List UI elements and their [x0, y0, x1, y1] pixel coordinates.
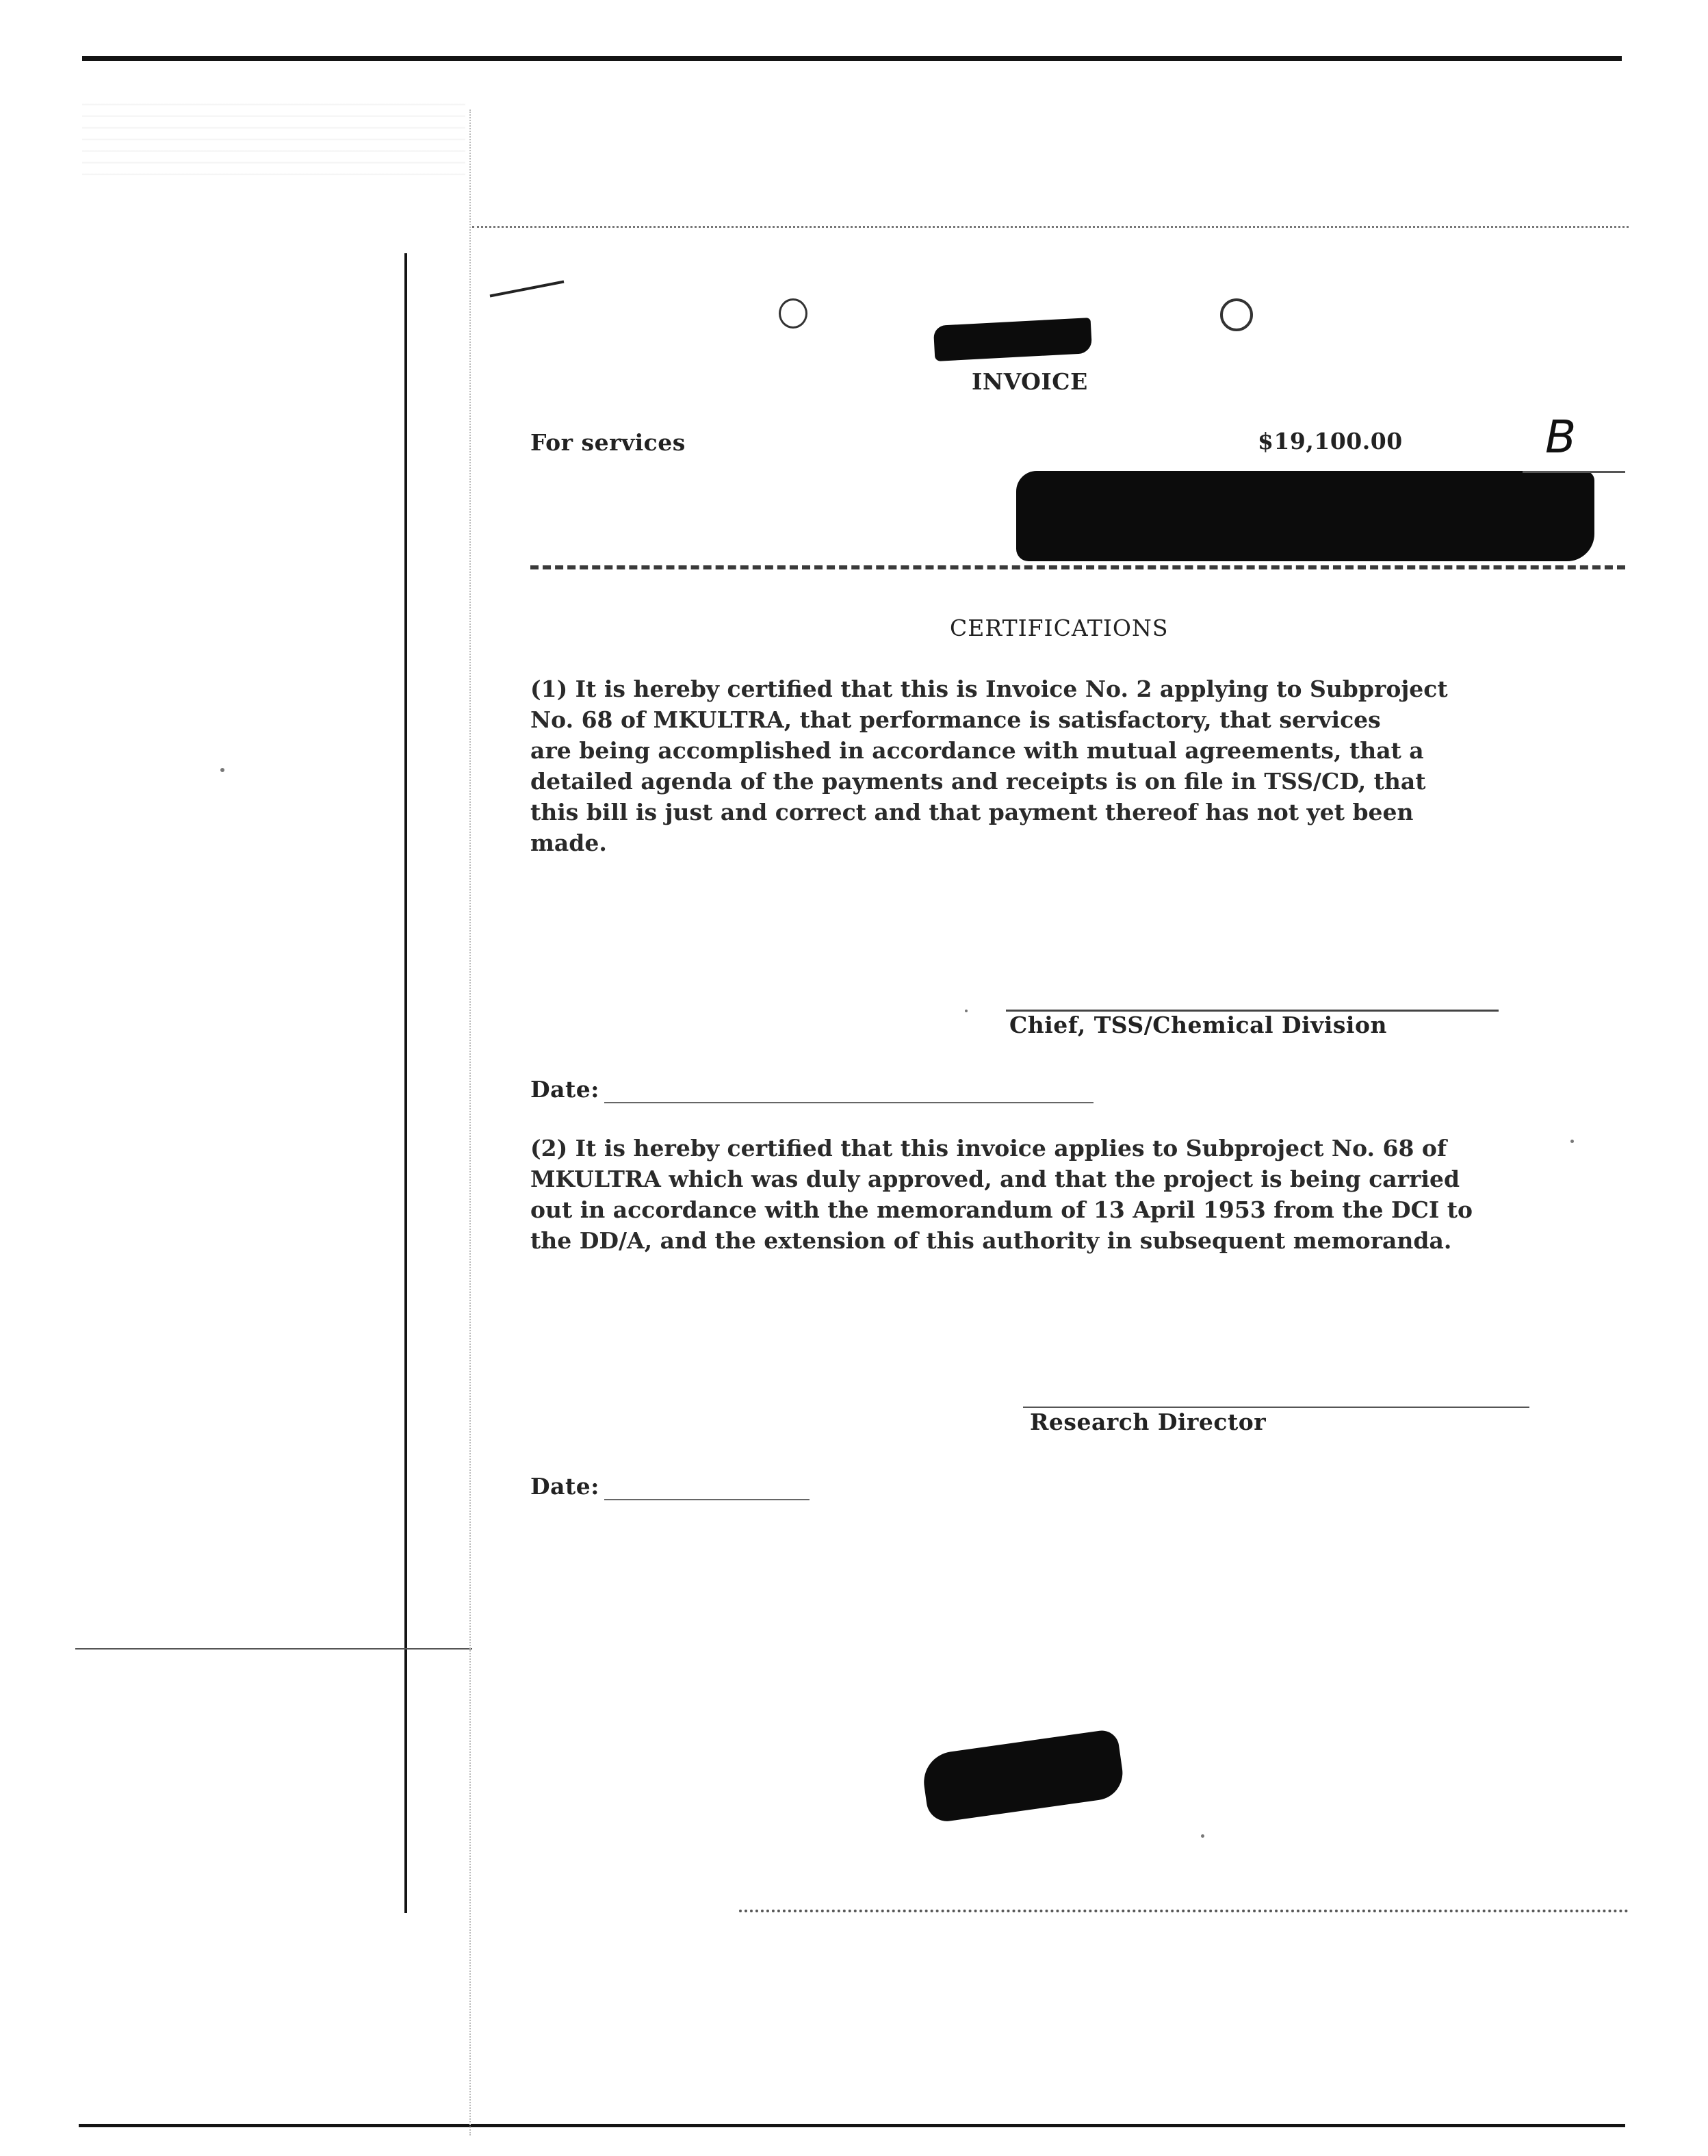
paragraph-line: No. 68 of MKULTRA, that performance is satisfactory, that services [530, 706, 1381, 733]
paragraph-line: this bill is just and correct and that payment thereof has not yet been [530, 799, 1414, 825]
invoice-amount: $19,100.00 [1258, 428, 1403, 454]
paragraph-line: made. [530, 830, 607, 856]
stray-pen-mark [490, 281, 565, 298]
dashed-separator [530, 565, 1625, 569]
footer-dotted-line [739, 1910, 1629, 1912]
header-dotted-line [472, 226, 1629, 228]
invoice-title: INVOICE [972, 368, 1088, 395]
redaction-block-bottom [920, 1728, 1126, 1823]
paragraph-line: out in accordance with the memorandum of 13 April 1953 from the DCI to [530, 1196, 1473, 1223]
hole-punch-right [1220, 298, 1253, 331]
certifications-heading: CERTIFICATIONS [950, 615, 1169, 641]
scanner-noise [82, 96, 465, 185]
date-line-2 [604, 1499, 810, 1500]
paragraph-line: are being accomplished in accordance with mutual agreements, that a [530, 737, 1424, 764]
certification-paragraph-1 [530, 673, 1448, 858]
left-margin-vertical-rule [404, 253, 407, 1913]
redaction-block-amount [1016, 471, 1594, 561]
speck [1201, 1834, 1204, 1838]
for-services-label: For services [530, 429, 686, 456]
faint-margin-dotted-rule [469, 110, 471, 2135]
speck [965, 1010, 968, 1012]
signer-title-chief: Chief, TSS/Chemical Division [1009, 1012, 1387, 1038]
handwritten-initial: B [1545, 411, 1577, 463]
signer-title-director: Research Director [1030, 1409, 1267, 1435]
speck [220, 768, 224, 772]
speck [1570, 1140, 1574, 1143]
paragraph-line: (1) It is hereby certified that this is Invoice No. 2 applying to Subproject [530, 676, 1448, 702]
paragraph-line: detailed agenda of the payments and receipts is on file in TSS/CD, that [530, 768, 1426, 795]
initial-underline [1523, 471, 1625, 473]
paragraph-line: MKULTRA which was duly approved, and that the project is being carried [530, 1166, 1460, 1192]
redaction-block-title [933, 318, 1092, 361]
signature-line-director [1023, 1407, 1529, 1408]
left-crossbar-rule [75, 1648, 472, 1650]
hole-punch-left [779, 298, 807, 329]
paragraph-line: (2) It is hereby certified that this invoice applies to Subproject No. 68 of [530, 1135, 1447, 1162]
top-page-edge [82, 56, 1622, 61]
date-line-1 [604, 1102, 1094, 1103]
date-label-1: Date: [530, 1076, 599, 1103]
paragraph-line: the DD/A, and the extension of this authority in subsequent memoranda. [530, 1227, 1452, 1254]
certification-paragraph-2 [530, 1133, 1473, 1256]
bottom-page-edge [79, 2124, 1625, 2127]
date-label-2: Date: [530, 1473, 599, 1500]
